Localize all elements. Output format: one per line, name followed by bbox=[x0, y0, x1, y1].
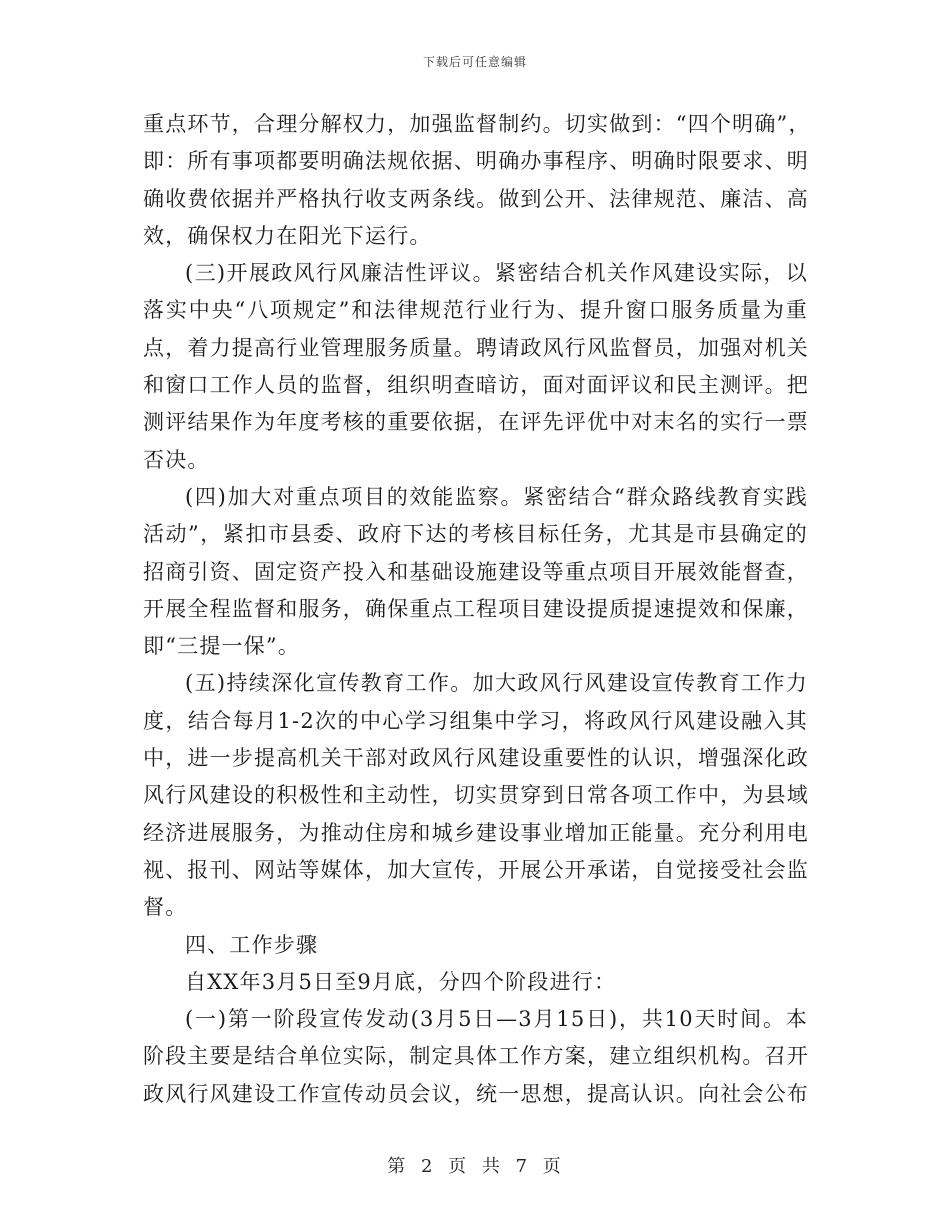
text-line: 重点环节，合理分解权力，加强监督制约。切实做到：“四个明确”， bbox=[143, 112, 811, 136]
text-line: 开展全程监督和服务，确保重点工程项目建设提质提速提效和保廉， bbox=[143, 596, 809, 621]
text-line: 风行风建设的积极性和主动性，切实贯穿到日常各项工作中，为县域 bbox=[143, 783, 809, 808]
text-line: 确收费依据并严格执行收支两条线。做到公开、法律规范、廉洁、高 bbox=[143, 186, 809, 211]
text-line: 即“三提一保”。 bbox=[143, 634, 301, 659]
text-line: 效，确保权力在阳光下运行。 bbox=[143, 223, 432, 248]
text-line: 中，进一步提高机关干部对政风行风建设重要性的认识，增强深化政 bbox=[143, 746, 809, 771]
text-line: 活动”，紧扣市县委、政府下达的考核目标任务，尤其是市县确定的 bbox=[143, 522, 808, 547]
text-line: 和窗口工作人员的监督，组织明查暗访，面对面评议和民主测评。把 bbox=[143, 373, 809, 398]
text-line: 即：所有事项都要明确法规依据、明确办事程序、明确时限要求、明 bbox=[143, 149, 809, 174]
text-line: 否决。 bbox=[143, 447, 210, 472]
download-note: 下载后可任意编辑 bbox=[422, 55, 527, 69]
text-line: 点，着力提高行业管理服务质量。聘请政风行风监督员，加强对机关 bbox=[143, 335, 809, 360]
text-line: 落实中央“八项规定”和法律规范行业行为、提升窗口服务质量为重 bbox=[143, 298, 808, 323]
page-number: 第 2 页 共 7 页 bbox=[387, 1156, 563, 1177]
text-line: 经济进展服务，为推动住房和城乡建设事业增加正能量。充分利用电 bbox=[143, 820, 809, 845]
text-line: 视、报刊、网站等媒体，加大宣传，开展公开承诺，自觉接受社会监 bbox=[143, 857, 809, 882]
text-line: 度，结合每月1-2次的中心学习组集中学习，将政风行风建设融入其 bbox=[143, 708, 808, 733]
section-heading: 四、工作步骤 bbox=[185, 932, 319, 957]
paragraph-heading-line: (四)加大对重点项目的效能监察。紧密结合“群众路线教育实践 bbox=[185, 484, 808, 509]
paragraph-heading-line: (五)持续深化宣传教育工作。加大政风行风建设宣传教育工作力 bbox=[185, 671, 808, 696]
text-line: 招商引资、固定资产投入和基础设施建设等重点项目开展效能督查， bbox=[143, 559, 809, 584]
document-body bbox=[143, 106, 811, 1113]
text-line: 政风行风建设工作宣传动员会议，统一思想，提高认识。向社会公布 bbox=[143, 1081, 809, 1106]
text-line: 自XX年3月5日至9月底，分四个阶段进行： bbox=[185, 969, 617, 994]
text-line: 督。 bbox=[143, 895, 188, 920]
text-line: 阶段主要是结合单位实际，制定具体工作方案，建立组织机构。召开 bbox=[143, 1044, 809, 1069]
paragraph-heading-line: (三)开展政风行风廉洁性评议。紧密结合机关作风建设实际，以 bbox=[185, 261, 808, 286]
paragraph-heading-line: (一)第一阶段宣传发动(3月5日—3月15日)，共10天时间。本 bbox=[185, 1007, 808, 1032]
text-line: 测评结果作为年度考核的重要依据，在评先评优中对末名的实行一票 bbox=[143, 410, 809, 435]
